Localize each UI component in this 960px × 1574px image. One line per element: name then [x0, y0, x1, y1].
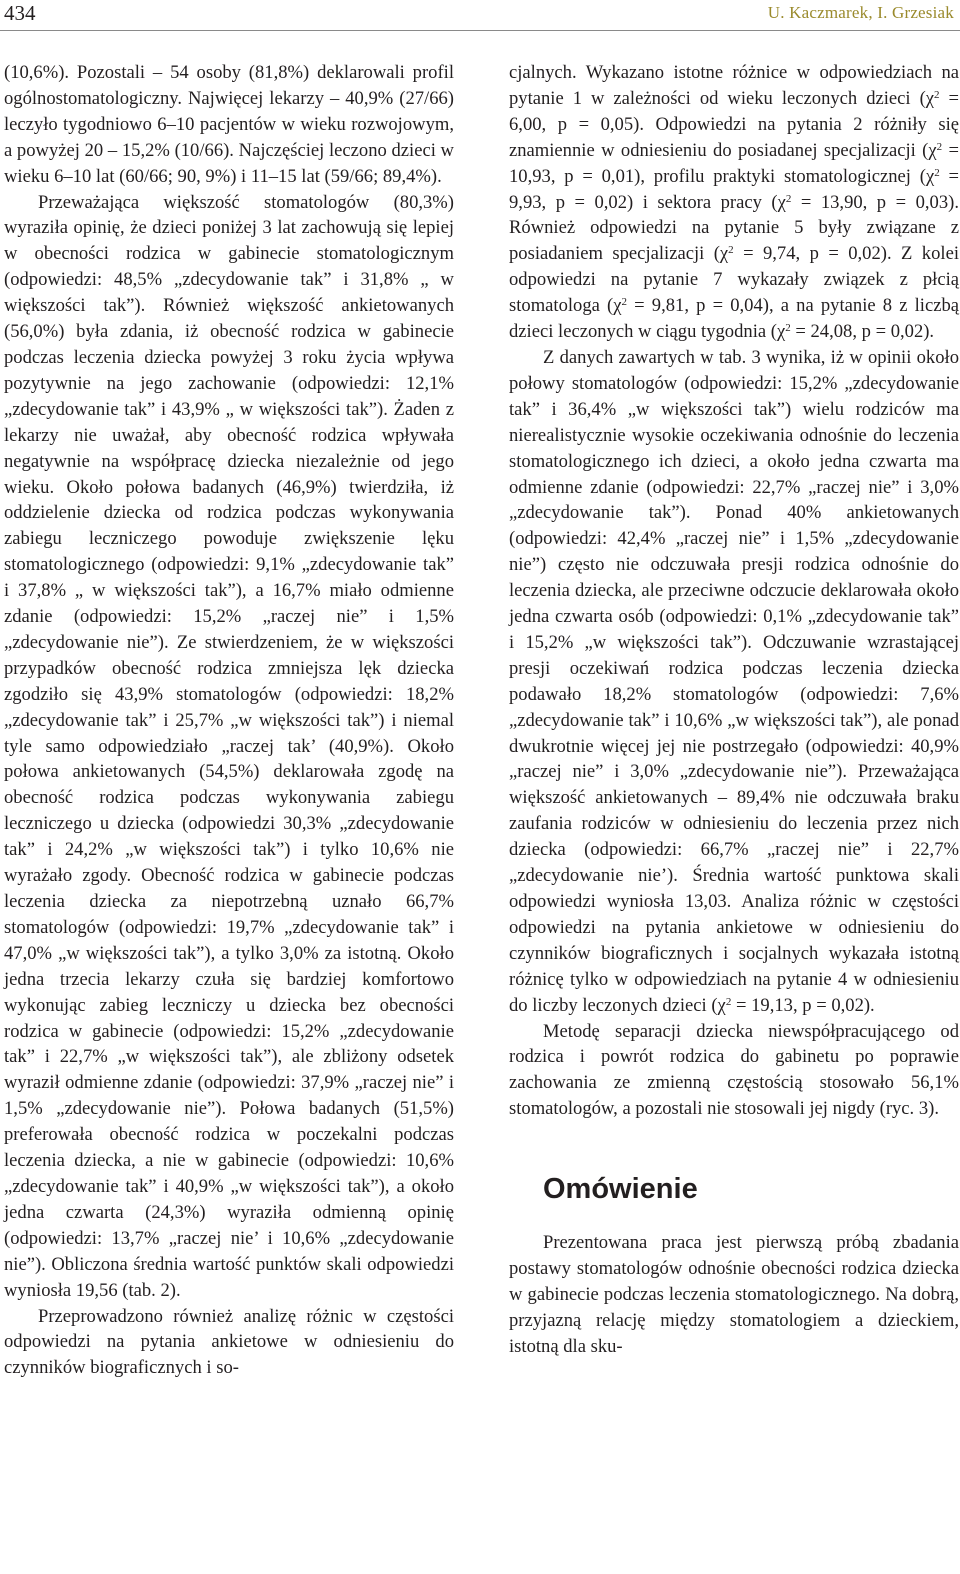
paragraph: Metodę separacji dziecka niewspółpracującego od rodzica i powrót rodzica do gabinetu po poprawie zachowania ze zmienną częstością stosowało 56,1% stomatologów, a pozostali nie stosowali jej nigdy (ryc. 3). [509, 1020, 959, 1120]
section-heading: Omówienie [543, 1173, 698, 1206]
text-run: = 19,13, p = 0,02). [731, 994, 875, 1016]
page-header [0, 0, 960, 31]
paragraph: Przeważająca większość stomatologów (80,3%) wyraziła opinię, że dzieci poniżej 3 lat zachowują się lepiej w obecności rodzica w gabinecie stomatologicznym (odpowiedzi: 48,5% „zdecydowanie tak” i 31,8% „ w większości tak”). Również większość ankietowanych (56,0%) była zdania, iż obecność rodzica w gabinecie podczas leczenia dziecka powyżej 3 roku życia wpływa pozytywnie na jego zachowanie (odpowiedzi: 12,1% „zdecydowanie tak” i 43,9% „ w większości tak”). Żaden z lekarzy nie uważał, aby obecność rodzica wpływała negatywnie na współpracę dziecka niezależnie od jego wieku. Około połowa badanych (46,9%) twierdziła, iż oddzielenie dziecka od rodzica podczas wykonywania zabiegu leczniczego powoduje zwiększenie lęku stomatologicznego (odpowiedzi: 9,1% „zdecydowanie tak” i 37,8% „ w większości tak”), a 16,7% miało odmienne zdanie (odpowiedzi: 15,2% „raczej nie” i 1,5% „zdecydowanie nie”). Ze stwierdzeniem, że w większości przypadków obecność rodzica zmniejsza lęk dziecka zgodziło się 43,9% stomatologów (odpowiedzi: 18,2% „zdecydowanie tak” i 25,7% „w większości tak”) i niemal tyle samo odpowiedziało „raczej tak’ (40,9%). Około połowa ankietowanych (54,5%) deklarowała zgodę na obecność rodzica podczas wykonywania zabiegu leczniczego u dziecka (odpowiedzi 30,3% „zdecydowanie tak” i 24,2% „w większości tak”) i tylko 10,6% nie wyrażało zgody. Obecność rodzica w gabinecie podczas leczenia dziecka za niepotrzebną uznało 66,7% stomatologów (odpowiedzi: 19,7% „zdecydowanie tak” i 47,0% „w większości tak”), a tylko 3,0% za istotną. Około jedna trzecia lekarzy czuła się bardziej komfortowo wykonując zabieg leczniczy u dziecka bez obecności rodzica w gabinecie (odpowiedzi: 15,2% „zdecydowanie tak” i 22,7% „w większości tak”), ale zbliżony odsetek wyraził odmienne zdanie (odpowiedzi: 37,9% „raczej nie” i 1,5% „zdecydowanie nie”). Połowa badanych (51,5%) preferowała obecność rodzica w poczekalni podczas leczenia dziecka, a nie w gabinecie (odpowiedzi: 10,6% „zdecydowanie tak” i 40,9% „w większości tak”), a około jedna czwarta (24,3%) wyraziła odmienną opinię (odpowiedzi: 13,7% „raczej nie’ i 10,6% „zdecydowanie nie”). Obliczona średnia wartość punktów skali odpowiedzi wyniosła 19,56 (tab. 2). [4, 191, 454, 1301]
text-run: cjalnych. Wykazano istotne różnice w odpowiedziach na pytanie 1 w zależności od wieku leczonych dzieci (χ [509, 62, 959, 109]
paragraph: Przeprowadzono również analizę różnic w częstości odpowiedzi na pytania ankietowe w odniesieniu do czynników biograficznych i so- [4, 1305, 454, 1379]
paragraph: (10,6%). Pozostali – 54 osoby (81,8%) deklarowali profil ogólnostomatologiczny. Najwięcej lekarzy – 40,9% (27/66) leczyło tygodniowo 6–10 pacjentów w wieku rozwojowym, a powyżej 20 – 15,2% (10/66). Najczęściej leczono dzieci w wieku 6–10 lat (60/66; 90, 9%) i 11–15 lat (59/66; 89,4%). [4, 62, 454, 187]
superscript: 2 [936, 140, 943, 153]
left-column [4, 60, 454, 1381]
text-run: = 6,00, p = 0,05). Odpowiedzi na pytania 2 różniły się znamiennie w odniesieniu do posiadanej specjalizacji (χ [509, 87, 960, 161]
text-run: = 9,93, p = 0,02) i sektora pracy (χ [509, 165, 959, 213]
paragraph [509, 60, 959, 345]
page-number: 434 [4, 1, 36, 25]
text-run: = 13,90, p = 0,03). Również odpowiedzi na pytanie 5 były związane z posiadaniem specjalizacji (χ [509, 191, 959, 265]
paragraph [509, 345, 959, 1019]
text-run: Z danych zawartych w tab. 3 wynika, iż w opinii około połowy stomatologów (odpowiedzi: 15,2% „zdecydowanie tak” i 36,4% „w większości tak”) wielu rodziców ma nierealistycznie wysokie oczekiwania odnośnie do leczenia stomatologicznego ich dzieci, a około jedna czwarta ma odmienne zdanie (odpowiedzi: 22,7% „raczej nie” i 3,0% „zdecydowanie tak”). Ponad 40% ankietowanych (odpowiedzi: 42,4% „raczej nie” i 1,5% „zdecydowanie nie”) często nie odczuwała presji rodzica odnośnie do leczenia dziecka, ale przeciwne odczucie deklarowała około jedna czwarta osób (odpowiedzi: 0,1% „zdecydowanie tak” i 15,2% „w większości tak”). Odczuwanie wzrastającej presji oczekiwań rodzica podczas leczenia dziecka podawało 18,2% stomatologów (odpowiedzi: 7,6% „zdecydowanie tak” i 10,6% „w większości tak”), ale ponad dwukrotnie więcej jej nie postrzegało (odpowiedzi: 40,9% „raczej nie” i 3,0% „zdecydowanie nie”). Przeważająca większość ankietowanych – 89,4% nie odczuwała braku zaufania rodziców w odniesieniu do leczenia przez nich dziecka (odpowiedzi: 66,7% „raczej nie” i 22,7% „zdecydowanie nie’). Średnia wartość punktowa skali odpowiedzi wyniosła 13,03. Analiza różnic w częstości odpowiedzi na pytania ankietowe w odniesieniu do czynników biograficznych i socjalnych wykazała istotną różnicę tylko w odpowiedziach na pytanie 4 w odniesieniu do liczby leczonych dzieci (χ [509, 346, 959, 1016]
text-run: = 10,93, p = 0,01), profilu praktyki stomatologicznej (χ [509, 139, 960, 187]
superscript: 2 [934, 88, 940, 101]
superscript: 2 [728, 244, 734, 257]
paragraph: Prezentowana praca jest pierwszą próbą zbadania postawy stomatologów odnośnie obecności rodzica dziecka w gabinecie podczas leczenia stomatologicznego. Na dobrą, przyjazną relację między stomatologiem a dzieckiem, istotną dla sku- [509, 1232, 959, 1357]
superscript: 2 [785, 322, 791, 335]
text-run: = 9,81, p = 0,04), a na pytanie 8 z liczbą dzieci leczonych w ciągu tygodnia (χ [509, 295, 960, 343]
running-head: U. Kaczmarek, I. Grzesiak [767, 3, 954, 22]
right-column [509, 60, 959, 1360]
superscript: 2 [934, 166, 940, 179]
text-run: = 9,74, p = 0,02). Z kolei odpowiedzi na pytanie 7 wykazały związek z płcią stomatologa (χ [509, 243, 959, 317]
superscript: 2 [785, 192, 792, 205]
text-run: = 24,08, p = 0,02). [790, 321, 935, 343]
superscript: 2 [725, 995, 732, 1008]
superscript: 2 [621, 296, 627, 309]
